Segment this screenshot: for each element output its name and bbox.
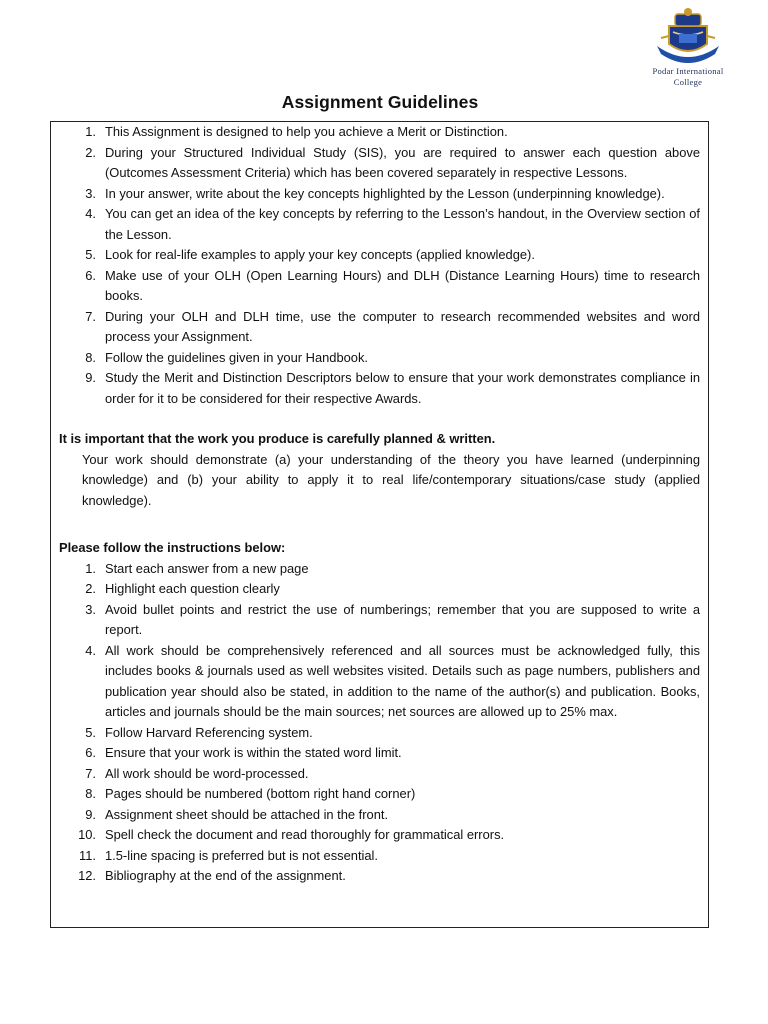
list-item-text: Follow the guidelines given in your Handbook. xyxy=(105,349,368,365)
list-item-text: You can get an idea of the key concepts by referring to the Lesson’s handout, in the Overview section of the Lesson. xyxy=(105,206,700,242)
list-item-number: 10. xyxy=(78,827,96,842)
list-item xyxy=(59,764,700,785)
list-item xyxy=(59,368,700,409)
list-item-text: Study the Merit and Distinction Descriptors below to ensure that your work demonstrates compliance in order for it to be considered for their respective Awards. xyxy=(105,370,700,406)
list-item xyxy=(59,184,700,205)
guidelines-list xyxy=(59,122,700,409)
list-item-number: 5. xyxy=(85,724,96,740)
list-item-number: 7. xyxy=(85,308,96,324)
list-item-text: Look for real-life examples to apply your key concepts (applied knowledge). xyxy=(105,247,535,262)
college-logo xyxy=(636,6,740,86)
list-item-text: Avoid bullet points and restrict the use of numberings; remember that you are supposed to write a report. xyxy=(105,601,700,637)
list-item xyxy=(59,743,700,764)
list-item-number: 8. xyxy=(85,786,96,801)
list-item xyxy=(59,579,700,600)
list-item xyxy=(59,266,700,307)
list-item-text: Spell check the document and read thoroughly for grammatical errors. xyxy=(105,827,505,842)
list-item-number: 1. xyxy=(85,124,96,139)
list-item xyxy=(59,641,700,723)
list-item xyxy=(59,143,700,184)
list-item-text: Assignment sheet should be attached in the front. xyxy=(105,806,389,822)
list-item xyxy=(59,559,700,580)
list-item-text: Bibliography at the end of the assignment. xyxy=(105,868,346,883)
list-item xyxy=(59,846,700,867)
list-item xyxy=(59,723,700,744)
list-item-number: 2. xyxy=(85,144,96,160)
list-item-number: 12. xyxy=(78,868,96,883)
list-item-number: 2. xyxy=(85,581,96,596)
list-item-number: 5. xyxy=(85,247,96,262)
list-item-number: 4. xyxy=(85,642,96,658)
important-heading: It is important that the work you produce is carefully planned & written. xyxy=(59,431,496,446)
guidelines-content xyxy=(59,122,700,887)
important-paragraph: Your work should demonstrate (a) your understanding of the theory you have learned (underpinning knowledge) and (b) your ability to apply it to real life/contemporary situations/case study (applied knowledge). xyxy=(82,451,700,508)
list-item-number: 1. xyxy=(85,560,96,576)
list-item-text: Follow Harvard Referencing system. xyxy=(105,724,313,740)
list-item xyxy=(59,825,700,846)
list-item-text: Pages should be numbered (bottom right hand corner) xyxy=(105,786,416,801)
list-item-text: During your OLH and DLH time, use the computer to research recommended websites and word process your Assignment. xyxy=(105,308,700,344)
list-item xyxy=(59,805,700,826)
list-item xyxy=(59,784,700,805)
list-item-text: Ensure that your work is within the stated word limit. xyxy=(105,745,402,760)
list-item xyxy=(59,600,700,641)
list-item xyxy=(59,245,700,266)
list-item-number: 7. xyxy=(85,765,96,781)
list-item-text: Start each answer from a new page xyxy=(105,560,309,576)
list-item-text: In your answer, write about the key concepts highlighted by the Lesson (underpinning knowledge). xyxy=(105,185,665,201)
list-item-text: During your Structured Individual Study (SIS), you are required to answer each question above (Outcomes Assessment Criteria) which has been covered separately in respective Lessons. xyxy=(105,144,700,180)
college-name-line1: Podar International xyxy=(652,66,724,76)
list-item-text: All work should be comprehensively referenced and all sources must be acknowledged fully, this includes books & journals used as well websites visited. Details such as page numbers, publishers and publication year should also be stated, in addition to the name of the author(s) and publication. Books, articles and journals should be the main sources; net sources are allowed up to 25% max. xyxy=(105,642,700,719)
list-item-number: 11. xyxy=(79,847,96,863)
list-item xyxy=(59,307,700,348)
list-item-number: 3. xyxy=(85,601,96,617)
list-item xyxy=(59,866,700,887)
list-item-number: 3. xyxy=(85,185,96,201)
instructions-heading: Please follow the instructions below: xyxy=(59,540,286,555)
page-title: Assignment Guidelines xyxy=(281,92,479,112)
list-item-number: 8. xyxy=(85,349,96,365)
list-item-text: This Assignment is designed to help you achieve a Merit or Distinction. xyxy=(105,124,508,139)
college-name-line2: College xyxy=(673,76,703,87)
instructions-list xyxy=(59,559,700,887)
list-item-number: 9. xyxy=(85,806,96,822)
list-item xyxy=(59,122,700,143)
list-item xyxy=(59,204,700,245)
college-crest-icon xyxy=(651,6,725,66)
list-item-number: 9. xyxy=(85,370,96,385)
list-item-text: Make use of your OLH (Open Learning Hours) and DLH (Distance Learning Hours) time to research books. xyxy=(105,267,700,303)
list-item xyxy=(59,348,700,369)
list-item-text: 1.5-line spacing is preferred but is not essential. xyxy=(105,847,379,863)
list-item-number: 6. xyxy=(85,267,96,283)
list-item-number: 4. xyxy=(85,206,96,221)
list-item-number: 6. xyxy=(85,745,96,760)
list-item-text: Highlight each question clearly xyxy=(105,581,280,596)
guidelines-box xyxy=(50,121,709,928)
list-item-text: All work should be word-processed. xyxy=(105,765,309,781)
